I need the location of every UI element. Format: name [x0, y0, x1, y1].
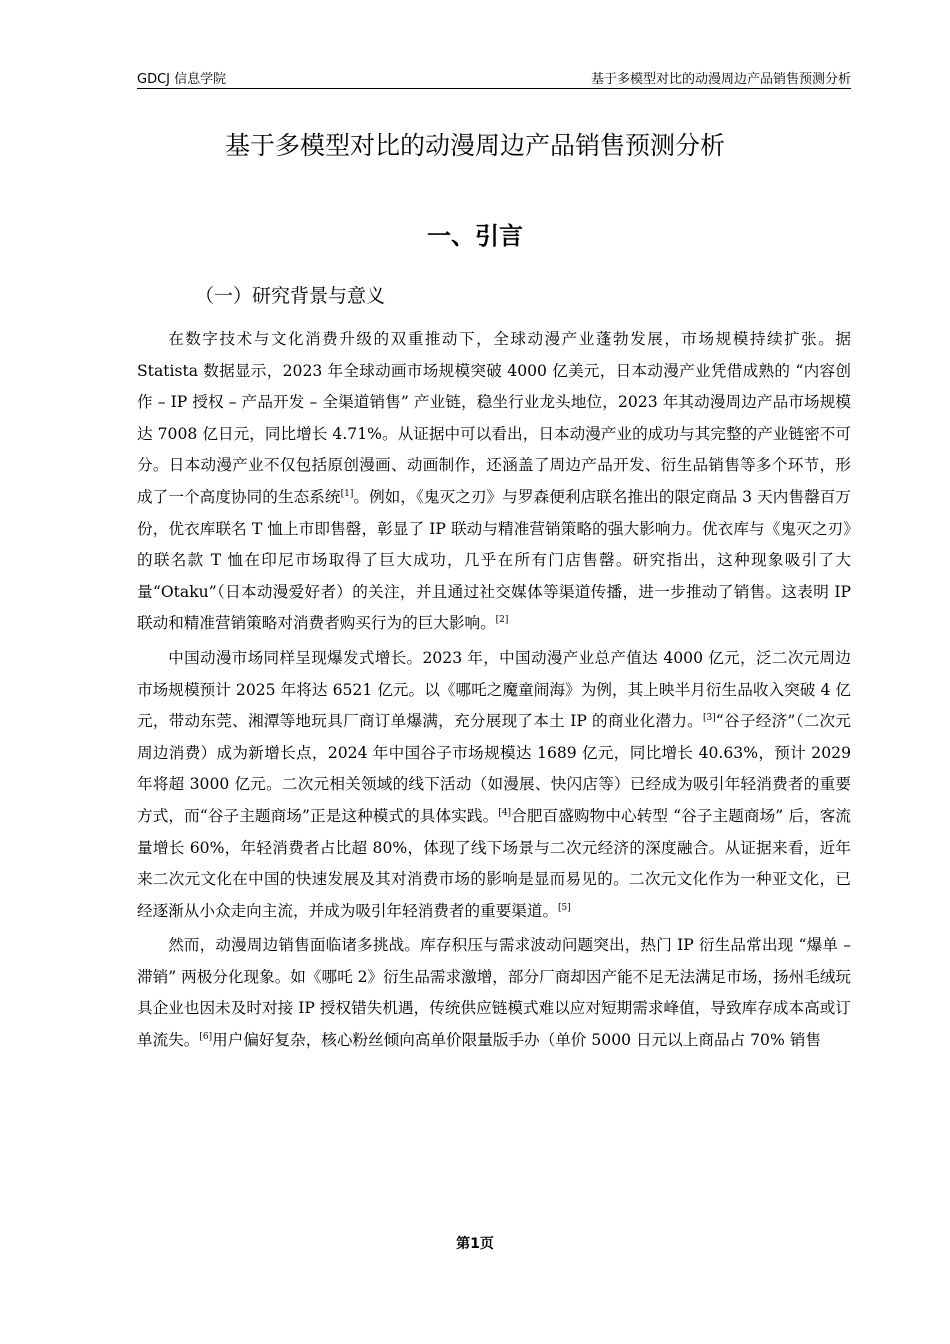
subsection-heading: （一）研究背景与意义 — [195, 285, 386, 307]
paragraph-1: 在数字技术与文化消费升级的双重推动下，全球动漫产业蓬勃发展，市场规模持续扩张。据 Statista 数据显示，2023 年全球动画市场规模突破 4000 亿美元，日本动漫产业凭借成熟的 “内容创作 – IP 授权 – 产品开发 – 全渠道销售” 产业链，稳坐行业龙头地位，2023 年其动漫周边产品市场规模达 7008 亿日元，同比增长 4.71%。从证据中可以看出，日本动漫产业的成功与其完整的产业链密不可分。日本动漫产业不仅包括原创漫画、动画制作，还涵盖了周边产品开发、衍生品销售等多个环节，形成了一个高度协同的生态系统[1]。例如，《鬼灭之刃》与罗森便利店联名推出的限定商品 3 天内售罄百万份，优衣库联名 T 恤上市即售罄，彰显了 IP 联动与精准营销策略的强大影响力。优衣库与《鬼灭之刃》的联名款 T 恤在印尼市场取得了巨大成功，几乎在所有门店售罄。研究指出，这种现象吸引了大量“Otaku”（日本动漫爱好者）的关注，并且通过社交媒体等渠道传播，进一步推动了销售。这表明 IP 联动和精准营销策略对消费者购买行为的巨大影响。[2] — [137, 330, 851, 633]
citation-2: [2] — [495, 615, 509, 626]
citation-1: [1] — [340, 488, 354, 499]
paragraph-3: 然而，动漫周边销售面临诸多挑战。库存积压与需求波动问题突出，热门 IP 衍生品常出现 “爆单 – 滞销” 两极分化现象。如《哪吒 2》衍生品需求激增，部分厂商却因产能不足无法满足市场，扬州毛绒玩具企业也因未及时对接 IP 授权错失机遇，传统供应链模式难以应对短期需求峰值，导致库存成本高或订单流失。[6]用户偏好复杂，核心粉丝倾向高单价限量版手办（单价 5000 日元以上商品占 70% 销售 — [137, 936, 851, 1050]
page-number: 第1页 — [456, 1236, 494, 1252]
document-title: 基于多模型对比的动漫周边产品销售预测分析 — [224, 131, 725, 160]
citation-6: [6] — [199, 1031, 213, 1042]
header-running-title: 基于多模型对比的动漫周边产品销售预测分析 — [590, 72, 851, 87]
body-text — [137, 324, 851, 1060]
citation-4: [4] — [498, 807, 512, 818]
paragraph-2: 中国动漫市场同样呈现爆发式增长。2023 年，中国动漫产业总产值达 4000 亿元，泛二次元周边市场规模预计 2025 年将达 6521 亿元。以《哪吒之魔童闹海》为例，其上映半月衍生品收入突破 4 亿元，带动东莞、湘潭等地玩具厂商订单爆满，充分展现了本土 IP 的商业化潜力。[3]“谷子经济”（二次元周边消费）成为新增长点，2024 年中国谷子市场规模达 1689 亿元，同比增长 40.63%，预计 2029 年将超 3000 亿元。二次元相关领域的线下活动（如漫展、快闪店等）已经成为吸引年轻消费者的重要方式，而“谷子主题商场”正是这种模式的具体实践。[4]合肥百盛购物中心转型 “谷子主题商场” 后，客流量增长 60%，年轻消费者占比超 80%，体现了线下场景与二次元经济的深度融合。从证据来看，近年来二次元文化在中国的快速发展及其对消费市场的影响是显而易见的。二次元文化作为一种亚文化，已经逐渐从小众走向主流，并成为吸引年轻消费者的重要渠道。[5] — [137, 648, 851, 920]
header-institution: GDCJ 信息学院 — [137, 72, 227, 87]
citation-5: [5] — [558, 902, 571, 913]
page-header — [137, 68, 851, 89]
citation-3: [3] — [703, 712, 716, 723]
section-heading: 一、引言 — [427, 222, 523, 250]
